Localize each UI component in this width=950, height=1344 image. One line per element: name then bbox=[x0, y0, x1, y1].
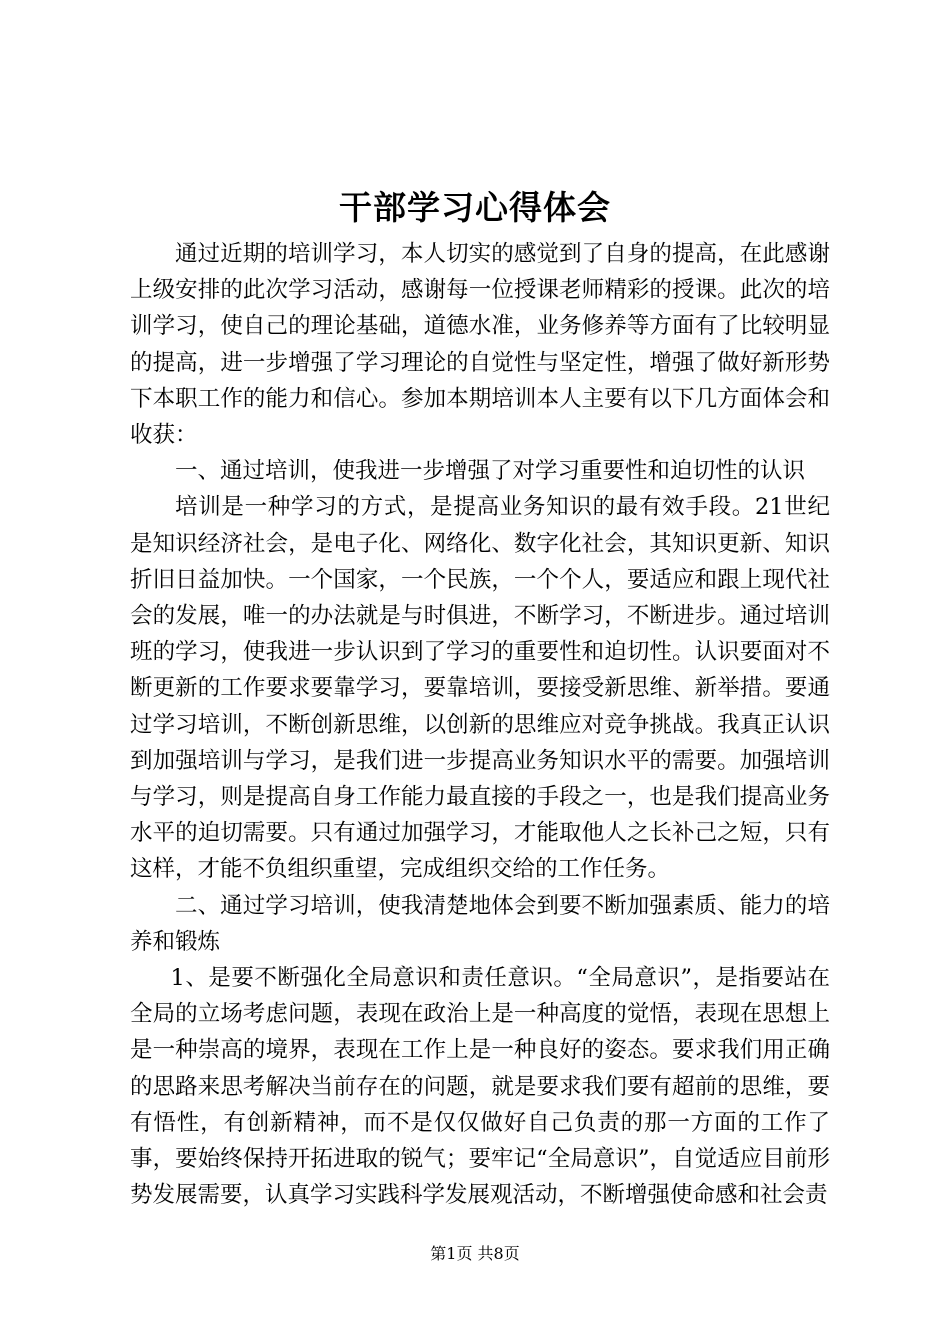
document-body bbox=[130, 236, 830, 1213]
heading-section-1: 一、通过培训，使我进一步增强了对学习重要性和迫切性的认识 bbox=[175, 458, 806, 485]
paragraph-section-1: 培训是一种学习的方式，是提高业务知识的最有效手段。21世纪是知识经济社会，是电子化、网络化、数字化社会，其知识更新、知识折旧日益加快。一个国家，一个民族，一个个人，要适应和跟上现代社会的发展，唯一的办法就是与时俱进，不断学习，不断进步。通过培训班的学习，使我进一步认识到了学习的重要性和迫切性。认识要面对不断更新的工作要求要靠学习，要靠培训，要接受新思维、新举措。要通过学习培训，不断创新思维，以创新的思维应对竞争挑战。我真正认识到加强培训与学习，是我们进一步提高业务知识水平的需要。加强培训与学习，则是提高自身工作能力最直接的手段之一，也是我们提高业务水平的迫切需要。只有通过加强学习，才能取他人之长补己之短，只有这样，才能不负组织重望，完成组织交给的工作任务。 bbox=[130, 494, 830, 883]
page-footer: 第1页 共8页 bbox=[430, 1244, 520, 1263]
paragraph-intro: 通过近期的培训学习，本人切实的感觉到了自身的提高，在此感谢上级安排的此次学习活动，感谢每一位授课老师精彩的授课。此次的培训学习，使自己的理论基础，道德水准，业务修养等方面有了比较明显的提高，进一步增强了学习理论的自觉性与坚定性，增强了做好新形势下本职工作的能力和信心。参加本期培训本人主要有以下几方面体会和收获： bbox=[130, 241, 830, 449]
paragraph-section-2-item-1: 1、是要不断强化全局意识和责任意识。“全局意识”，是指要站在全局的立场考虑问题，表现在政治上是一种高度的觉悟，表现在思想上是一种崇高的境界，表现在工作上是一种良好的姿态。要求我们用正确的思路来思考解决当前存在的问题，就是要求我们要有超前的思维，要有悟性，有创新精神，而不是仅仅做好自己负责的那一方面的工作了事，要始终保持开拓进取的锐气；要牢记“全局意识”，自觉适应目前形势发展需要，认真学习实践科学发展观活动，不断增强使命感和社会责 bbox=[130, 965, 830, 1209]
document-title: 干部学习心得体会 bbox=[339, 188, 611, 227]
heading-section-2: 二、通过学习培训，使我清楚地体会到要不断加强素质、能力的培养和锻炼 bbox=[130, 892, 830, 955]
